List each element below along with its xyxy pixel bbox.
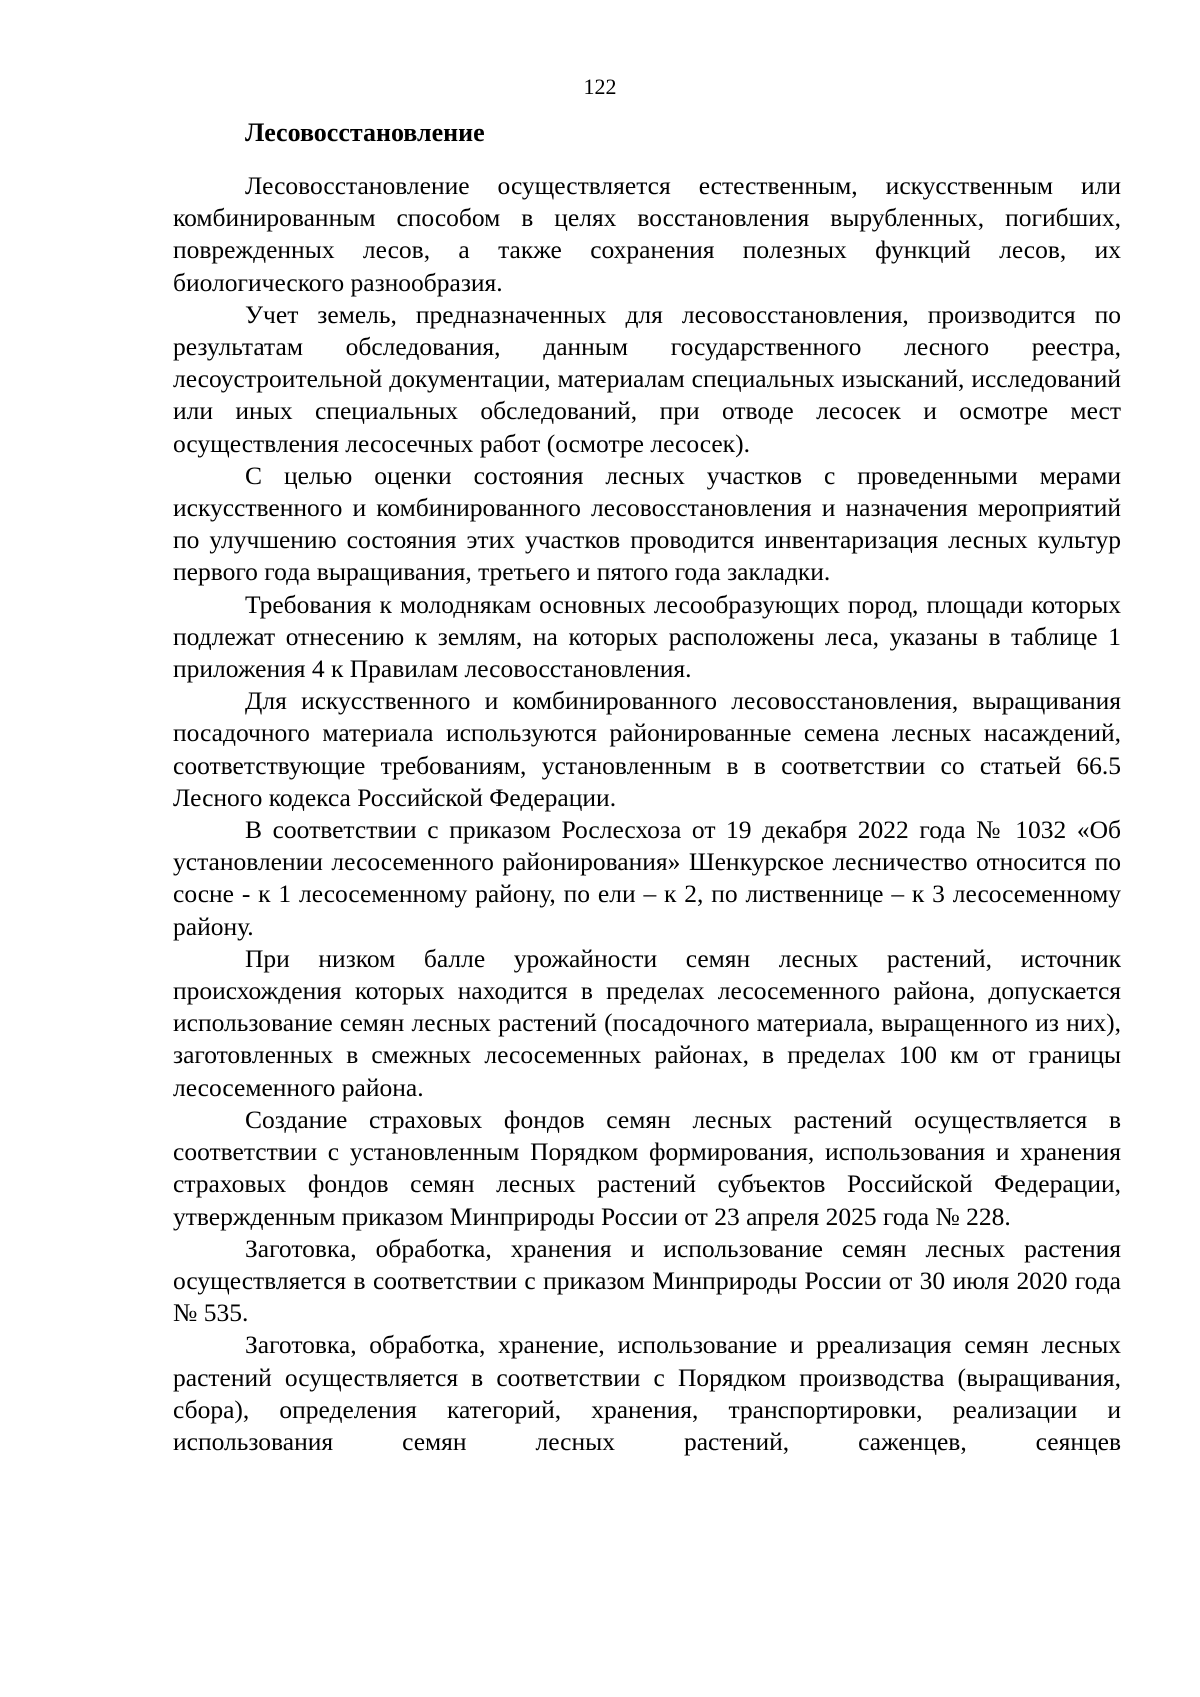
paragraph-10: Заготовка, обработка, хранение, использование и рреализация семян лесных растений осуществляется в соответствии с Порядком производства (выращивания, сбора), определения категорий, хранения, транспортировки, реализации и использования семян лесных растений, саженцев, сеянцев xyxy=(173,1330,1121,1456)
body-text xyxy=(173,170,1121,1458)
page-number: 122 xyxy=(583,74,617,99)
paragraph-9: Заготовка, обработка, хранения и использование семян лесных растения осуществляется в соответствии с приказом Минприроды России от 30 июля 2020 года № 535. xyxy=(173,1233,1121,1328)
paragraph-4: Требования к молоднякам основных лесообразующих пород, площади которых подлежат отнесению к землям, на которых расположены леса, указаны в таблице 1 приложения 4 к Правилам лесовосстановления. xyxy=(173,589,1121,684)
section-heading: Лесовосстановление xyxy=(245,118,485,147)
paragraph-7: При низком балле урожайности семян лесных растений, источник происхождения которых находится в пределах лесосеменного района, допускается использование семян лесных растений (посадочного материала, выращенного из них), заготовленных в смежных лесосеменных районах, в пределах 100 км от границы лесосеменного района. xyxy=(173,943,1121,1102)
paragraph-2: Учет земель, предназначенных для лесовосстановления, производится по результатам обследования, данным государственного лесного реестра, лесоустроительной документации, материалам специальных изысканий, исследований или иных специальных обследований, при отводе лесосек и осмотре мест осуществления лесосечных работ (осмотре лесосек). xyxy=(173,299,1121,458)
paragraph-8: Создание страховых фондов семян лесных растений осуществляется в соответствии с установленным Порядком формирования, использования и хранения страховых фондов семян лесных растений субъектов Российской Федерации, утвержденным приказом Минприроды России от 23 апреля 2025 года № 228. xyxy=(173,1104,1121,1231)
paragraph-1: Лесовосстановление осуществляется естественным, искусственным или комбинированным способом в целях восстановления вырубленных, погибших, поврежденных лесов, а также сохранения полезных функций лесов, их биологического разнообразия. xyxy=(173,171,1121,297)
paragraph-5: Для искусственного и комбинированного лесовосстановления, выращивания посадочного материала используются районированные семена лесных насаждений, соответствующие требованиям, установленным в в соответствии со статьей 66.5 Лесного кодекса Российской Федерации. xyxy=(173,686,1121,812)
paragraph-6: В соответствии с приказом Рослесхоза от 19 декабря 2022 года № 1032 «Об установлении лесосеменного районирования» Шенкурское лесничество относится по сосне - к 1 лесосеменному району, по ели – к 2, по лиственнице – к 3 лесосеменному району. xyxy=(173,815,1121,941)
paragraph-3: С целью оценки состояния лесных участков с проведенными мерами искусственного и комбинированного лесовосстановления и назначения мероприятий по улучшению состояния этих участков проводится инвентаризация лесных культур первого года выращивания, третьего и пятого года закладки. xyxy=(173,460,1121,587)
